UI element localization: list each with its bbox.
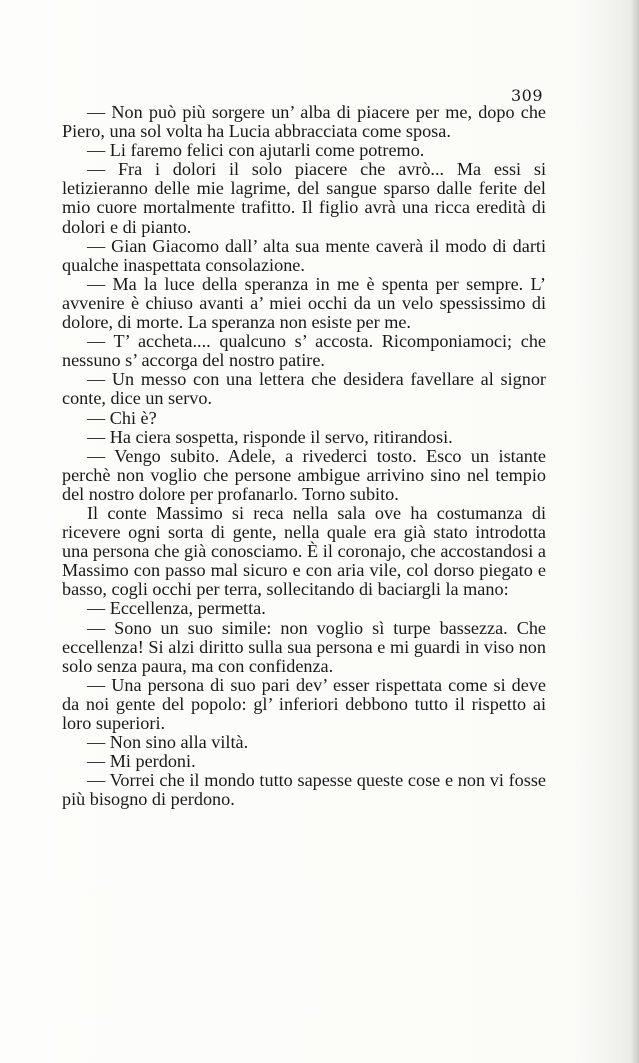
paragraph: — Gian Giacomo dall’ alta sua mente caverà il modo di darti qualche inaspettata consolazione. bbox=[62, 235, 546, 275]
page-number: 309 bbox=[510, 86, 543, 105]
paragraph: — Ha ciera sospetta, risponde il servo, ritirandosi. bbox=[87, 426, 453, 447]
paragraph: — Non sino alla viltà. bbox=[87, 732, 249, 753]
paragraph: — Una persona di suo pari dev’ esser rispettata come si deve da noi gente del popolo: gl’ inferiori debbono tutto il rispetto ai loro superiori. bbox=[62, 674, 546, 733]
paragraph: — Li faremo felici con ajutarli come potremo. bbox=[87, 140, 425, 161]
paragraph: — Eccellenza, permetta. bbox=[87, 598, 266, 619]
paragraph: — Vengo subito. Adele, a rivederci tosto. Esco un istante perchè non voglio che persone ambigue arrivino sino nel tempio del nostro dolore per profanarlo. Torno subito. bbox=[62, 445, 546, 504]
paragraph: — Sono un suo simile: non voglio sì turpe bassezza. Che eccellenza! Si alzi diritto sulla sua persona e mi guardi in viso non solo senza paura, ma con confidenza. bbox=[62, 617, 546, 676]
page-edge-shadow bbox=[631, 0, 639, 1063]
paragraph: — Un messo con una lettera che desidera favellare al signor conte, dice un servo. bbox=[62, 369, 546, 409]
paragraph: — T’ accheta.... qualcuno s’ accosta. Ricomponiamoci; che nessuno s’ accorga del nostro patire. bbox=[62, 331, 546, 371]
paragraph: — Non può più sorgere un’ alba di piacere per me, dopo che Piero, una sol volta ha Lucia abbracciata come sposa. bbox=[62, 102, 546, 142]
paragraph: — Ma la luce della speranza in me è spenta per sempre. L’ avvenire è chiuso avanti a’ miei occhi da un velo spessissimo di dolore, di morte. La speranza non esiste per me. bbox=[62, 273, 546, 333]
paragraph: — Vorrei che il mondo tutto sapesse queste cose e non vi fosse più bisogno di perdono. bbox=[62, 770, 546, 810]
paragraph: — Mi perdoni. bbox=[87, 751, 196, 772]
paragraph: Il conte Massimo si reca nella sala ove ha costumanza di ricevere ogni sorta di gente, nella quale era già stato introdotta una persona che già conosciamo. È il coronajo, che accostandosi a Massimo con passo mal sicuro e con aria vile, col dorso piegato e basso, cogli occhi per terra, sollecitando di baciargli la mano: bbox=[62, 502, 546, 600]
body-text bbox=[62, 103, 546, 809]
paragraph: — Chi è? bbox=[87, 407, 157, 428]
paragraph: — Fra i dolori il solo piacere che avrò... Ma essi si letizieranno delle mie lagrime, del sangue sparso dalle ferite del mio cuore mortalmente trafitto. Il figlio avrà una ricca eredità di dolori e di pianto. bbox=[62, 159, 546, 237]
